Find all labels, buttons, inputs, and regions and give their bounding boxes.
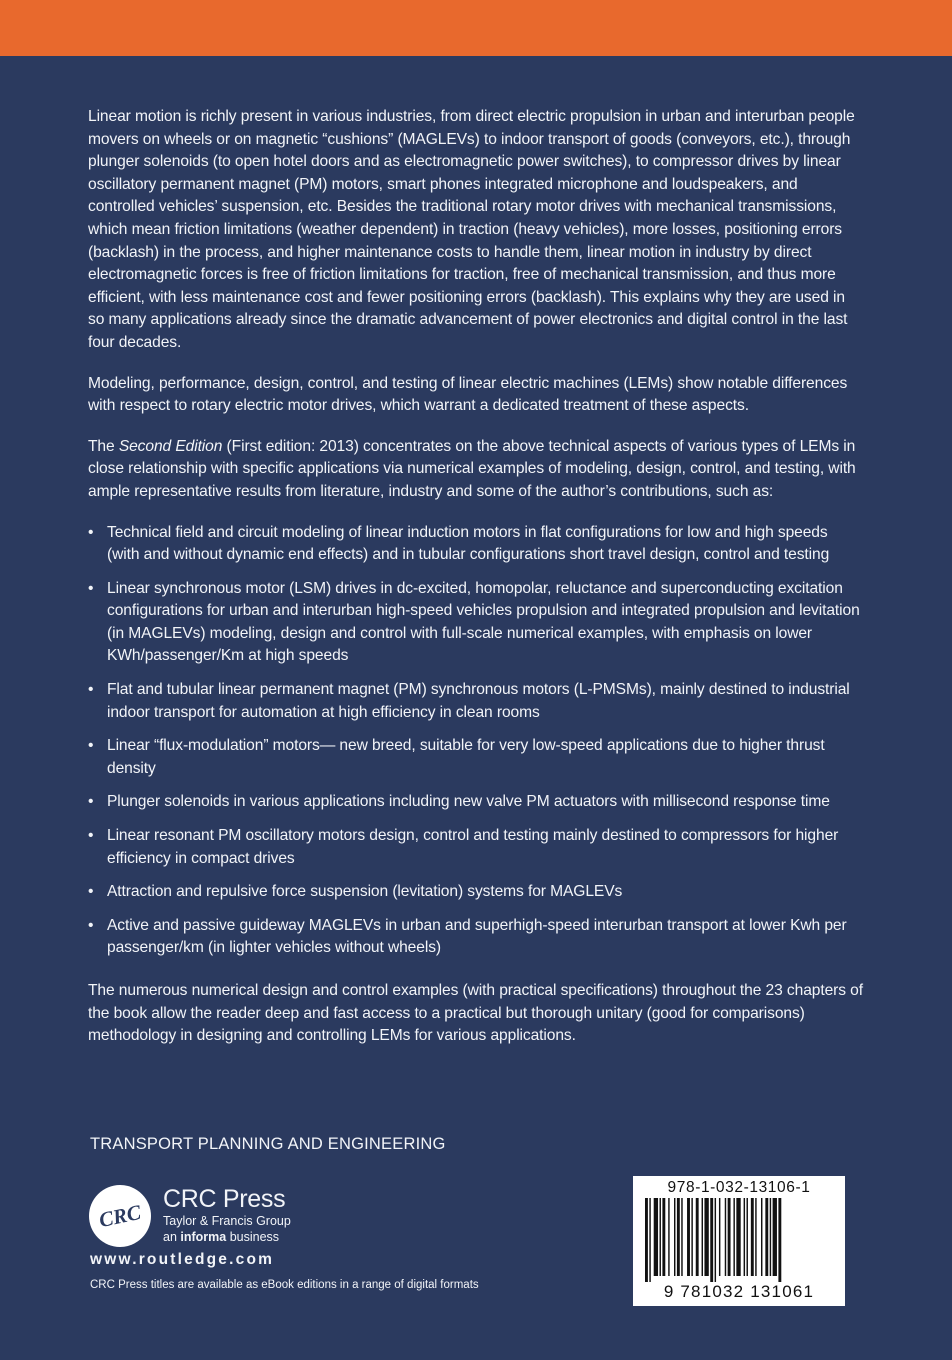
barcode-bar bbox=[719, 1198, 720, 1276]
series-label: TRANSPORT PLANNING AND ENGINEERING bbox=[90, 1135, 446, 1153]
barcode-bar bbox=[710, 1198, 713, 1282]
barcode-bar bbox=[660, 1198, 661, 1276]
barcode-bar bbox=[645, 1198, 648, 1282]
barcode-bar bbox=[696, 1198, 699, 1276]
isbn-hyphenated: 978-1-032-13106-1 bbox=[667, 1179, 811, 1196]
barcode-bar bbox=[702, 1198, 703, 1276]
barcode-bar bbox=[755, 1198, 756, 1276]
orange-header-band bbox=[0, 0, 952, 56]
list-item: • Active and passive guideway MAGLEVs in urban and superhigh-speed interurban transport at lower Kwh per passenger/km (in lighter vehicles without wheels) bbox=[88, 915, 864, 960]
informa-line: an informa business bbox=[163, 1230, 280, 1244]
publisher-group: Taylor & Francis Group bbox=[163, 1214, 291, 1228]
list-item: • Linear synchronous motor (LSM) drives in dc-excited, homopolar, reluctance and superconducting excitation configurations for urban and interurban high-speed vehicles propulsion and integrated propulsion and levitation (in MAGLEVs) modeling, design and control with full-scale numerical examples, with emphasis on lower KWh/passenger/Km at high speeds bbox=[88, 578, 864, 668]
barcode-bar bbox=[691, 1198, 692, 1276]
list-item: • Linear “flux-modulation” motors— new breed, suitable for very low-speed applications due to higher thrust density bbox=[88, 735, 864, 780]
list-item: • Attraction and repulsive force suspension (levitation) systems for MAGLEVs bbox=[88, 881, 864, 904]
barcode-bar bbox=[725, 1198, 726, 1276]
barcode-bar bbox=[715, 1198, 716, 1282]
isbn-barcode bbox=[633, 1176, 845, 1306]
list-item: • Technical field and circuit modeling of linear induction motors in flat configurations for low and high speeds (with and without dynamic end effects) and in tubular configurations short travel design, control and testing bbox=[88, 522, 864, 567]
barcode-bar bbox=[649, 1198, 650, 1282]
barcode-icon bbox=[645, 1198, 833, 1282]
barcode-bar bbox=[770, 1198, 771, 1276]
lems-paragraph: Modeling, performance, design, control, and testing of linear electric machines (LEMs) show notable differences with respect to rotary electric motor drives, which warrant a dedicated treatment of these aspects. bbox=[88, 374, 848, 415]
isbn-digits: 9 781032 131061 bbox=[663, 1282, 815, 1301]
closing-paragraph: The numerous numerical design and control examples (with practical specifications) throughout the 23 chapters of the book allow the reader deep and fast access to a practical but thorough unitary (good for comparisons) methodology in designing and controlling LEMs for various applications. bbox=[88, 982, 863, 1045]
barcode-bar bbox=[677, 1198, 680, 1276]
barcode-bar bbox=[778, 1198, 781, 1282]
topics-list bbox=[88, 522, 864, 961]
back-cover-description bbox=[88, 106, 864, 1066]
barcode-bar bbox=[654, 1198, 658, 1276]
barcode-bar bbox=[681, 1198, 682, 1276]
barcode-bar bbox=[674, 1198, 675, 1276]
barcode-bar bbox=[704, 1198, 708, 1276]
barcode-bar bbox=[747, 1198, 748, 1276]
barcode-bar bbox=[744, 1198, 745, 1276]
list-item: • Flat and tubular linear permanent magnet (PM) synchronous motors (L-PMSMs), mainly destined to industrial indoor transport for automation at high efficiency in clean rooms bbox=[88, 679, 864, 724]
barcode-bar bbox=[773, 1198, 777, 1276]
crc-logo-text: CRC bbox=[96, 1199, 143, 1232]
second-edition-paragraph: The Second Edition (First edition: 2013) concentrates on the above technical aspects of various types of LEMs in close relationship with specific applications via numerical examples of modeling, design, control, and testing, with ample representative results from literature, industry and some of the author’s contributions, such as: bbox=[88, 437, 856, 500]
ebook-note: CRC Press titles are available as eBook editions in a range of digital formats bbox=[90, 1279, 479, 1291]
crc-logo-icon bbox=[89, 1185, 151, 1247]
publisher-block bbox=[163, 1185, 291, 1246]
list-item: • Linear resonant PM oscillatory motors design, control and testing mainly destined to compressors for higher efficiency in compact drives bbox=[88, 825, 864, 870]
intro-paragraph: Linear motion is richly present in various industries, from direct electric propulsion in urban and interurban people movers on wheels or on magnetic “cushions” (MAGLEVs) to indoor transport of goods (conveyors, etc.), through plunger solenoids (to open hotel doors and as electromagnetic power switches), to compressor drives by linear oscillatory permanent magnet (PM) motors, smart phones integrated microphone and loudspeakers, and controlled vehicles’ suspension, etc. Besides the traditional rotary motor drives with mechanical transmissions, which mean friction limitations (weather dependent) in traction (heavy vehicles), more losses, positioning errors (backlash) in the process, and higher maintenance costs to handle them, linear motion in industry by direct electromagnetic forces is free of friction limitations for traction, free of mechanical transmission, and thus more efficient, with less maintenance cost and fewer positioning errors (backlash). This explains why they are used in so many applications already since the dramatic advancement of power electronics and digital control in the last four decades. bbox=[88, 108, 855, 351]
barcode-bar bbox=[761, 1198, 762, 1276]
barcode-bar bbox=[687, 1198, 690, 1276]
edition-title: Second Edition bbox=[118, 437, 223, 455]
barcode-bar bbox=[765, 1198, 768, 1276]
barcode-bar bbox=[736, 1198, 740, 1276]
barcode-bar bbox=[662, 1198, 665, 1276]
barcode-bar bbox=[728, 1198, 731, 1276]
barcode-bar bbox=[733, 1198, 734, 1276]
website-url: www.routledge.com bbox=[90, 1251, 275, 1268]
list-item: • Plunger solenoids in various applications including new valve PM actuators with millisecond response time bbox=[88, 791, 864, 814]
barcode-bar bbox=[668, 1198, 669, 1276]
publisher-name: CRC Press bbox=[163, 1185, 286, 1213]
barcode-bar bbox=[751, 1198, 754, 1276]
